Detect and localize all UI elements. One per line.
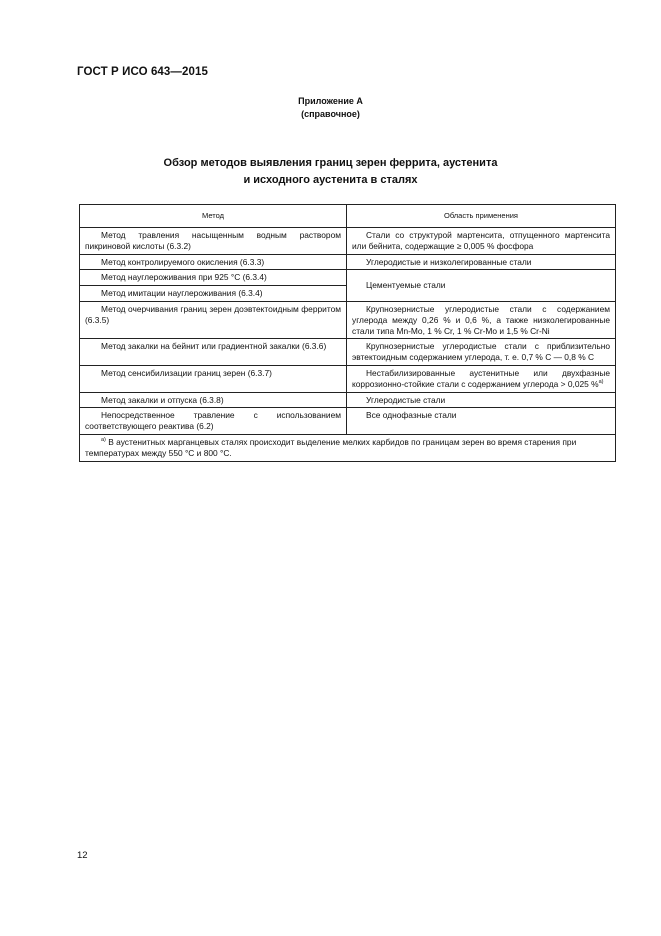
application-cell: Углеродистые и низколегированные стали — [347, 254, 616, 270]
table-title — [0, 155, 661, 189]
table-row — [80, 228, 616, 255]
method-cell: Метод науглероживания при 925 °С (6.3.4) — [80, 270, 347, 286]
footnote-cell — [80, 434, 616, 461]
table-row — [80, 392, 616, 408]
footnote-mark: а) — [101, 437, 106, 444]
table-row — [80, 365, 616, 392]
application-cell — [347, 365, 616, 392]
appendix-label: Приложение А — [298, 96, 363, 106]
method-cell: Метод закалки и отпуска (6.3.8) — [80, 392, 347, 408]
table-row — [80, 408, 616, 435]
table-title-line-2: и исходного аустенита в сталях — [243, 174, 418, 186]
footnote-text: В аустенитных марганцевых сталях происходит выделение мелких карбидов по границам зерен во время старения при температурах между 550 °С и 800 °С. — [85, 436, 577, 458]
application-cell: Крупнозернистые углеродистые стали с приблизительно эвтектоидным содержанием углерода, т. е. 0,7 % С — 0,8 % С — [347, 339, 616, 366]
table-row — [80, 270, 616, 286]
document-code: ГОСТ Р ИСО 643—2015 — [77, 66, 209, 78]
column-header-method: Метод — [80, 205, 347, 228]
application-text: Нестабилизированные аустенитные или двухфазные коррозионно-стойкие стали с содержанием углерода > 0,025 % — [352, 367, 610, 389]
method-cell: Непосредственное травление с использованием соответствующего реактива (6.2) — [80, 408, 347, 435]
table-row — [80, 339, 616, 366]
page-number: 12 — [77, 850, 88, 861]
footnote-reference: а) — [598, 378, 604, 385]
application-cell: Углеродистые стали — [347, 392, 616, 408]
table-header-row — [80, 205, 616, 228]
method-cell: Метод контролируемого окисления (6.3.3) — [80, 254, 347, 270]
method-cell: Метод очерчивания границ зерен доэвтектоидным ферритом (6.3.5) — [80, 301, 347, 338]
appendix-heading — [0, 95, 661, 121]
method-cell: Метод травления насыщенным водным раствором пикриновой кислоты (6.3.2) — [80, 228, 347, 255]
footnote-row — [80, 434, 616, 461]
application-cell: Все однофазные стали — [347, 408, 616, 435]
methods-table — [79, 204, 616, 462]
application-cell: Стали со структурой мартенсита, отпущенного мартенсита или бейнита, содержащие ≥ 0,005 % фосфора — [347, 228, 616, 255]
table-title-line-1: Обзор методов выявления границ зерен феррита, аустенита — [163, 157, 498, 169]
method-cell: Метод закалки на бейнит или градиентной закалки (6.3.6) — [80, 339, 347, 366]
method-cell: Метод имитации науглероживания (6.3.4) — [80, 286, 347, 302]
table-row — [80, 301, 616, 338]
column-header-application: Область применения — [347, 205, 616, 228]
method-cell: Метод сенсибилизации границ зерен (6.3.7) — [80, 365, 347, 392]
application-cell: Цементуемые стали — [347, 270, 616, 302]
application-cell: Крупнозернистые углеродистые стали с содержанием углерода между 0,26 % и 0,6 %, а также низколегированные стали типа Mn-Mo, 1 % Cr, 1 % Cr-Mo и 1,5 % Cr-Ni — [347, 301, 616, 338]
appendix-kind: (справочное) — [301, 109, 360, 119]
table-row — [80, 254, 616, 270]
